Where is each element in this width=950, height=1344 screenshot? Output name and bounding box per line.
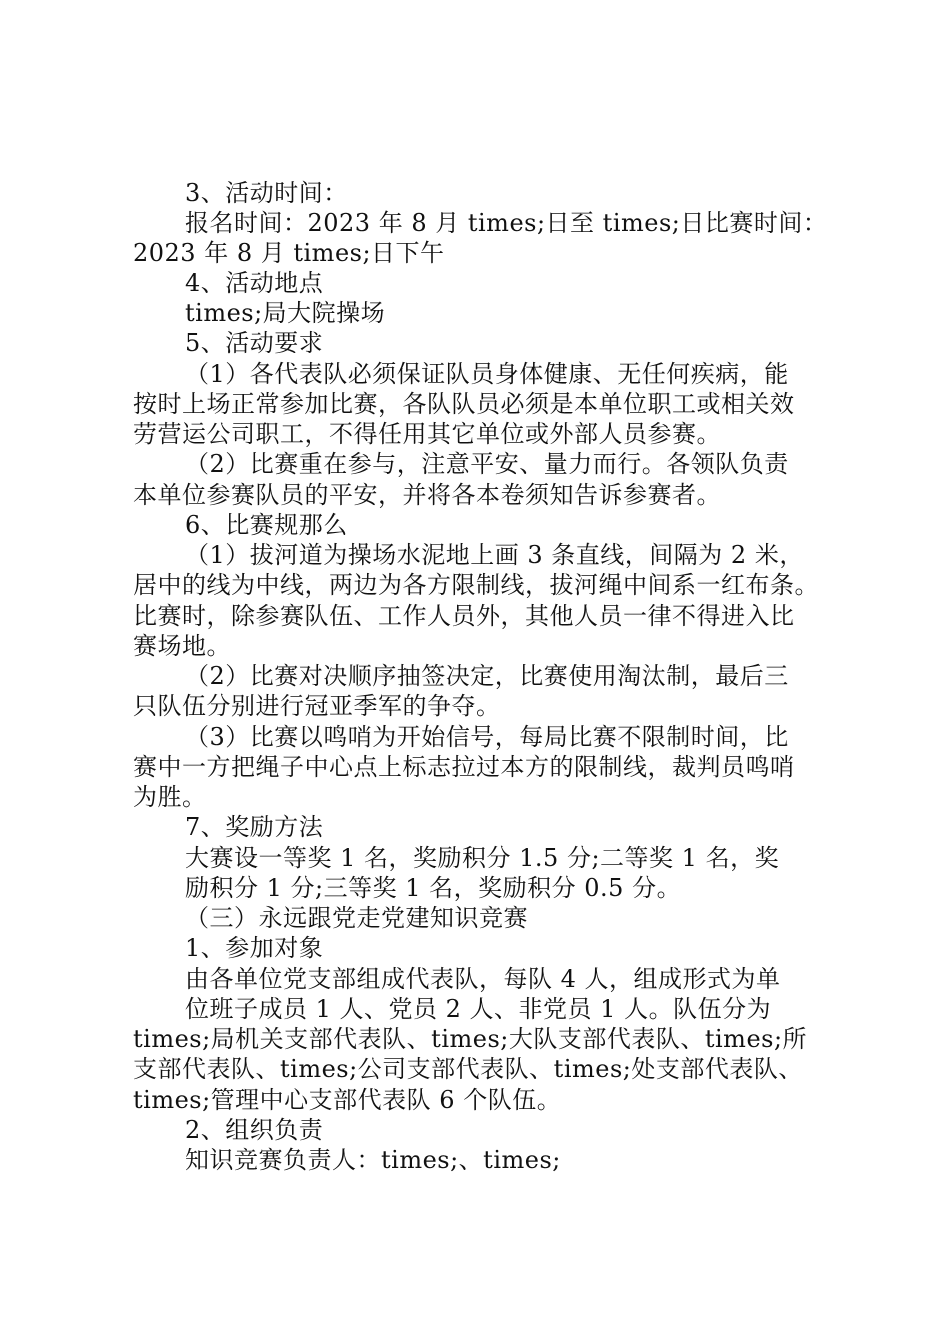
text-line: 赛场地。: [133, 632, 231, 660]
text-line: （2）比赛重在参与，注意平安、量力而行。各领队负责: [185, 450, 789, 478]
text-line: 励积分 1 分;三等奖 1 名，奖励积分 0.5 分。: [185, 874, 682, 902]
heading-participants: 1、参加对象: [185, 934, 324, 962]
text-line: 本单位参赛队员的平安，并将各本卷须知告诉参赛者。: [133, 481, 721, 509]
text-line: 居中的线为中线，两边为各方限制线，拔河绳中间系一红布条。: [133, 571, 819, 599]
text-line: 知识竞赛负责人：times;、times;: [185, 1146, 561, 1174]
text-line: times;管理中心支部代表队 6 个队伍。: [133, 1086, 562, 1114]
text-line: 赛中一方把绳子中心点上标志拉过本方的限制线，裁判员鸣哨: [133, 753, 795, 781]
heading-activity-requirements: 5、活动要求: [185, 329, 324, 357]
text-line: 为胜。: [133, 783, 207, 811]
text-line: （2）比赛对决顺序抽签决定，比赛使用淘汰制，最后三: [185, 662, 789, 690]
text-line: 2023 年 8 月 times;日下午: [133, 239, 445, 267]
text-line: 劳营运公司职工，不得任用其它单位或外部人员参赛。: [133, 420, 721, 448]
text-line: 由各单位党支部组成代表队，每队 4 人，组成形式为单: [185, 965, 781, 993]
heading-activity-location: 4、活动地点: [185, 269, 324, 297]
text-line: 位班子成员 1 人、党员 2 人、非党员 1 人。队伍分为: [185, 995, 772, 1023]
text-line: （1）各代表队必须保证队员身体健康、无任何疾病，能: [185, 360, 789, 388]
text-line: times;局大院操场: [185, 299, 386, 327]
heading-reward-method: 7、奖励方法: [185, 813, 324, 841]
text-line: （1）拔河道为操场水泥地上画 3 条直线，间隔为 2 米，: [185, 541, 804, 569]
heading-activity-time: 3、活动时间：: [185, 179, 348, 207]
heading-organization: 2、组织负责: [185, 1116, 324, 1144]
text-line: 只队伍分别进行冠亚季军的争夺。: [133, 692, 501, 720]
text-line: 按时上场正常参加比赛，各队队员必须是本单位职工或相关效: [133, 390, 795, 418]
heading-section-three: （三）永远跟党走党建知识竞赛: [185, 904, 528, 932]
text-line: 比赛时，除参赛队伍、工作人员外，其他人员一律不得进入比: [133, 602, 795, 630]
text-line: 报名时间：2023 年 8 月 times;日至 times;日比赛时间：: [185, 209, 828, 237]
text-line: 大赛设一等奖 1 名，奖励积分 1.5 分;二等奖 1 名，奖: [185, 844, 780, 872]
text-line: 支部代表队、times;公司支部代表队、times;处支部代表队、: [133, 1055, 803, 1083]
text-line: （3）比赛以鸣哨为开始信号，每局比赛不限制时间，比: [185, 723, 789, 751]
heading-competition-rules: 6、比赛规那么: [185, 511, 348, 539]
text-line: times;局机关支部代表队、times;大队支部代表队、times;所: [133, 1025, 808, 1053]
